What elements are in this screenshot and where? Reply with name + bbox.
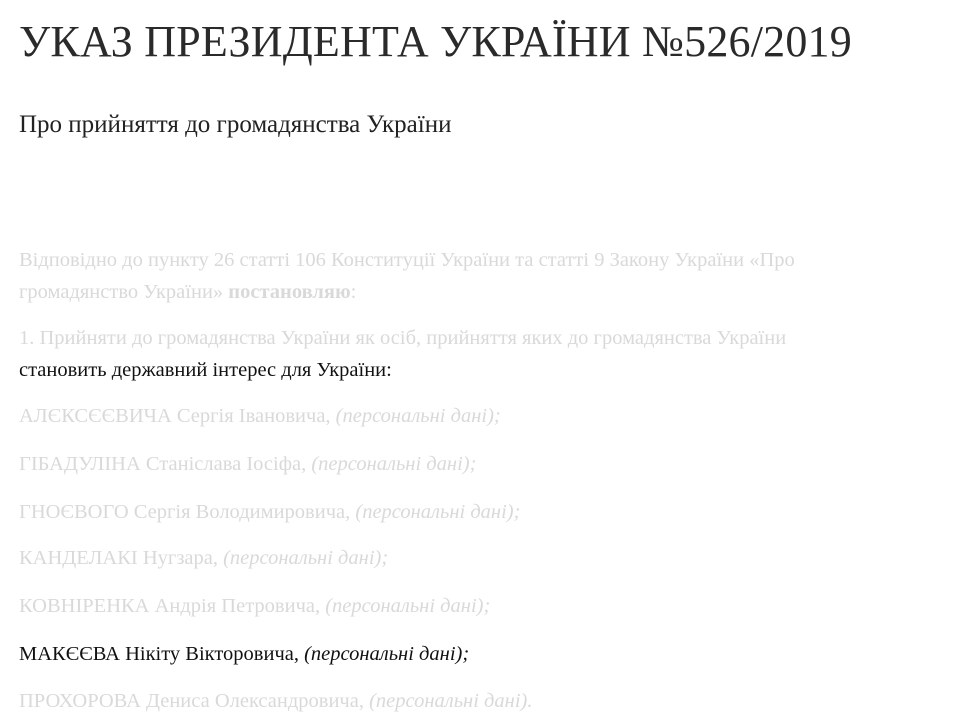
preamble-resolve-word: постановляю <box>228 281 351 303</box>
clause-1-line-1: 1. Прийняти до громадянства України як осіб, прийняття яких до громадянства України <box>19 327 787 349</box>
person-name: ГНОЄВОГО Сергія Володимировича, <box>19 501 356 523</box>
personal-data-note: (персональні дані); <box>355 501 521 523</box>
clause-1-line-2: становить державний інтерес для України: <box>19 359 392 381</box>
person-name: ГІБАДУЛІНА Станіслава Іосіфа, <box>19 453 312 475</box>
decree-title: УКАЗ ПРЕЗИДЕНТА УКРАЇНИ №526/2019 <box>19 17 852 66</box>
personal-data-note: (персональні дані); <box>335 405 501 427</box>
clause-1-paragraph <box>19 322 939 386</box>
person-entry <box>19 542 388 574</box>
person-entry <box>19 590 490 622</box>
preamble-line-2 <box>19 276 939 308</box>
decree-subtitle: Про прийняття до громадянства України <box>19 111 452 138</box>
person-entry-highlighted <box>19 638 469 670</box>
person-name: АЛЄКСЄЄВИЧА Сергія Івановича, <box>19 405 336 427</box>
preamble-punctuation: : <box>350 281 357 303</box>
person-name: МАКЄЄВА Нікіту Вікторовича, <box>19 643 305 665</box>
person-name: КАНДЕЛАКІ Нугзара, <box>19 547 224 569</box>
personal-data-note: (персональні дані); <box>304 643 470 665</box>
person-entry <box>19 448 476 480</box>
personal-data-note: (персональні дані); <box>311 453 477 475</box>
person-name: КОВНІРЕНКА Андрія Петровича, <box>19 595 326 617</box>
preamble-text: громадянство України» <box>19 281 229 303</box>
person-entry <box>19 496 520 528</box>
preamble-line-1: Відповідно до пункту 26 статті 106 Конституції України та статті 9 Закону України «Про <box>19 249 795 271</box>
personal-data-note: (персональні дані); <box>223 547 389 569</box>
person-entry <box>19 400 501 432</box>
person-name: ПРОХОРОВА Дениса Олександровича, <box>19 690 370 712</box>
personal-data-note: (персональні дані); <box>325 595 491 617</box>
personal-data-note: (персональні дані). <box>369 690 533 712</box>
person-entry <box>19 685 532 717</box>
preamble-paragraph <box>19 244 939 308</box>
